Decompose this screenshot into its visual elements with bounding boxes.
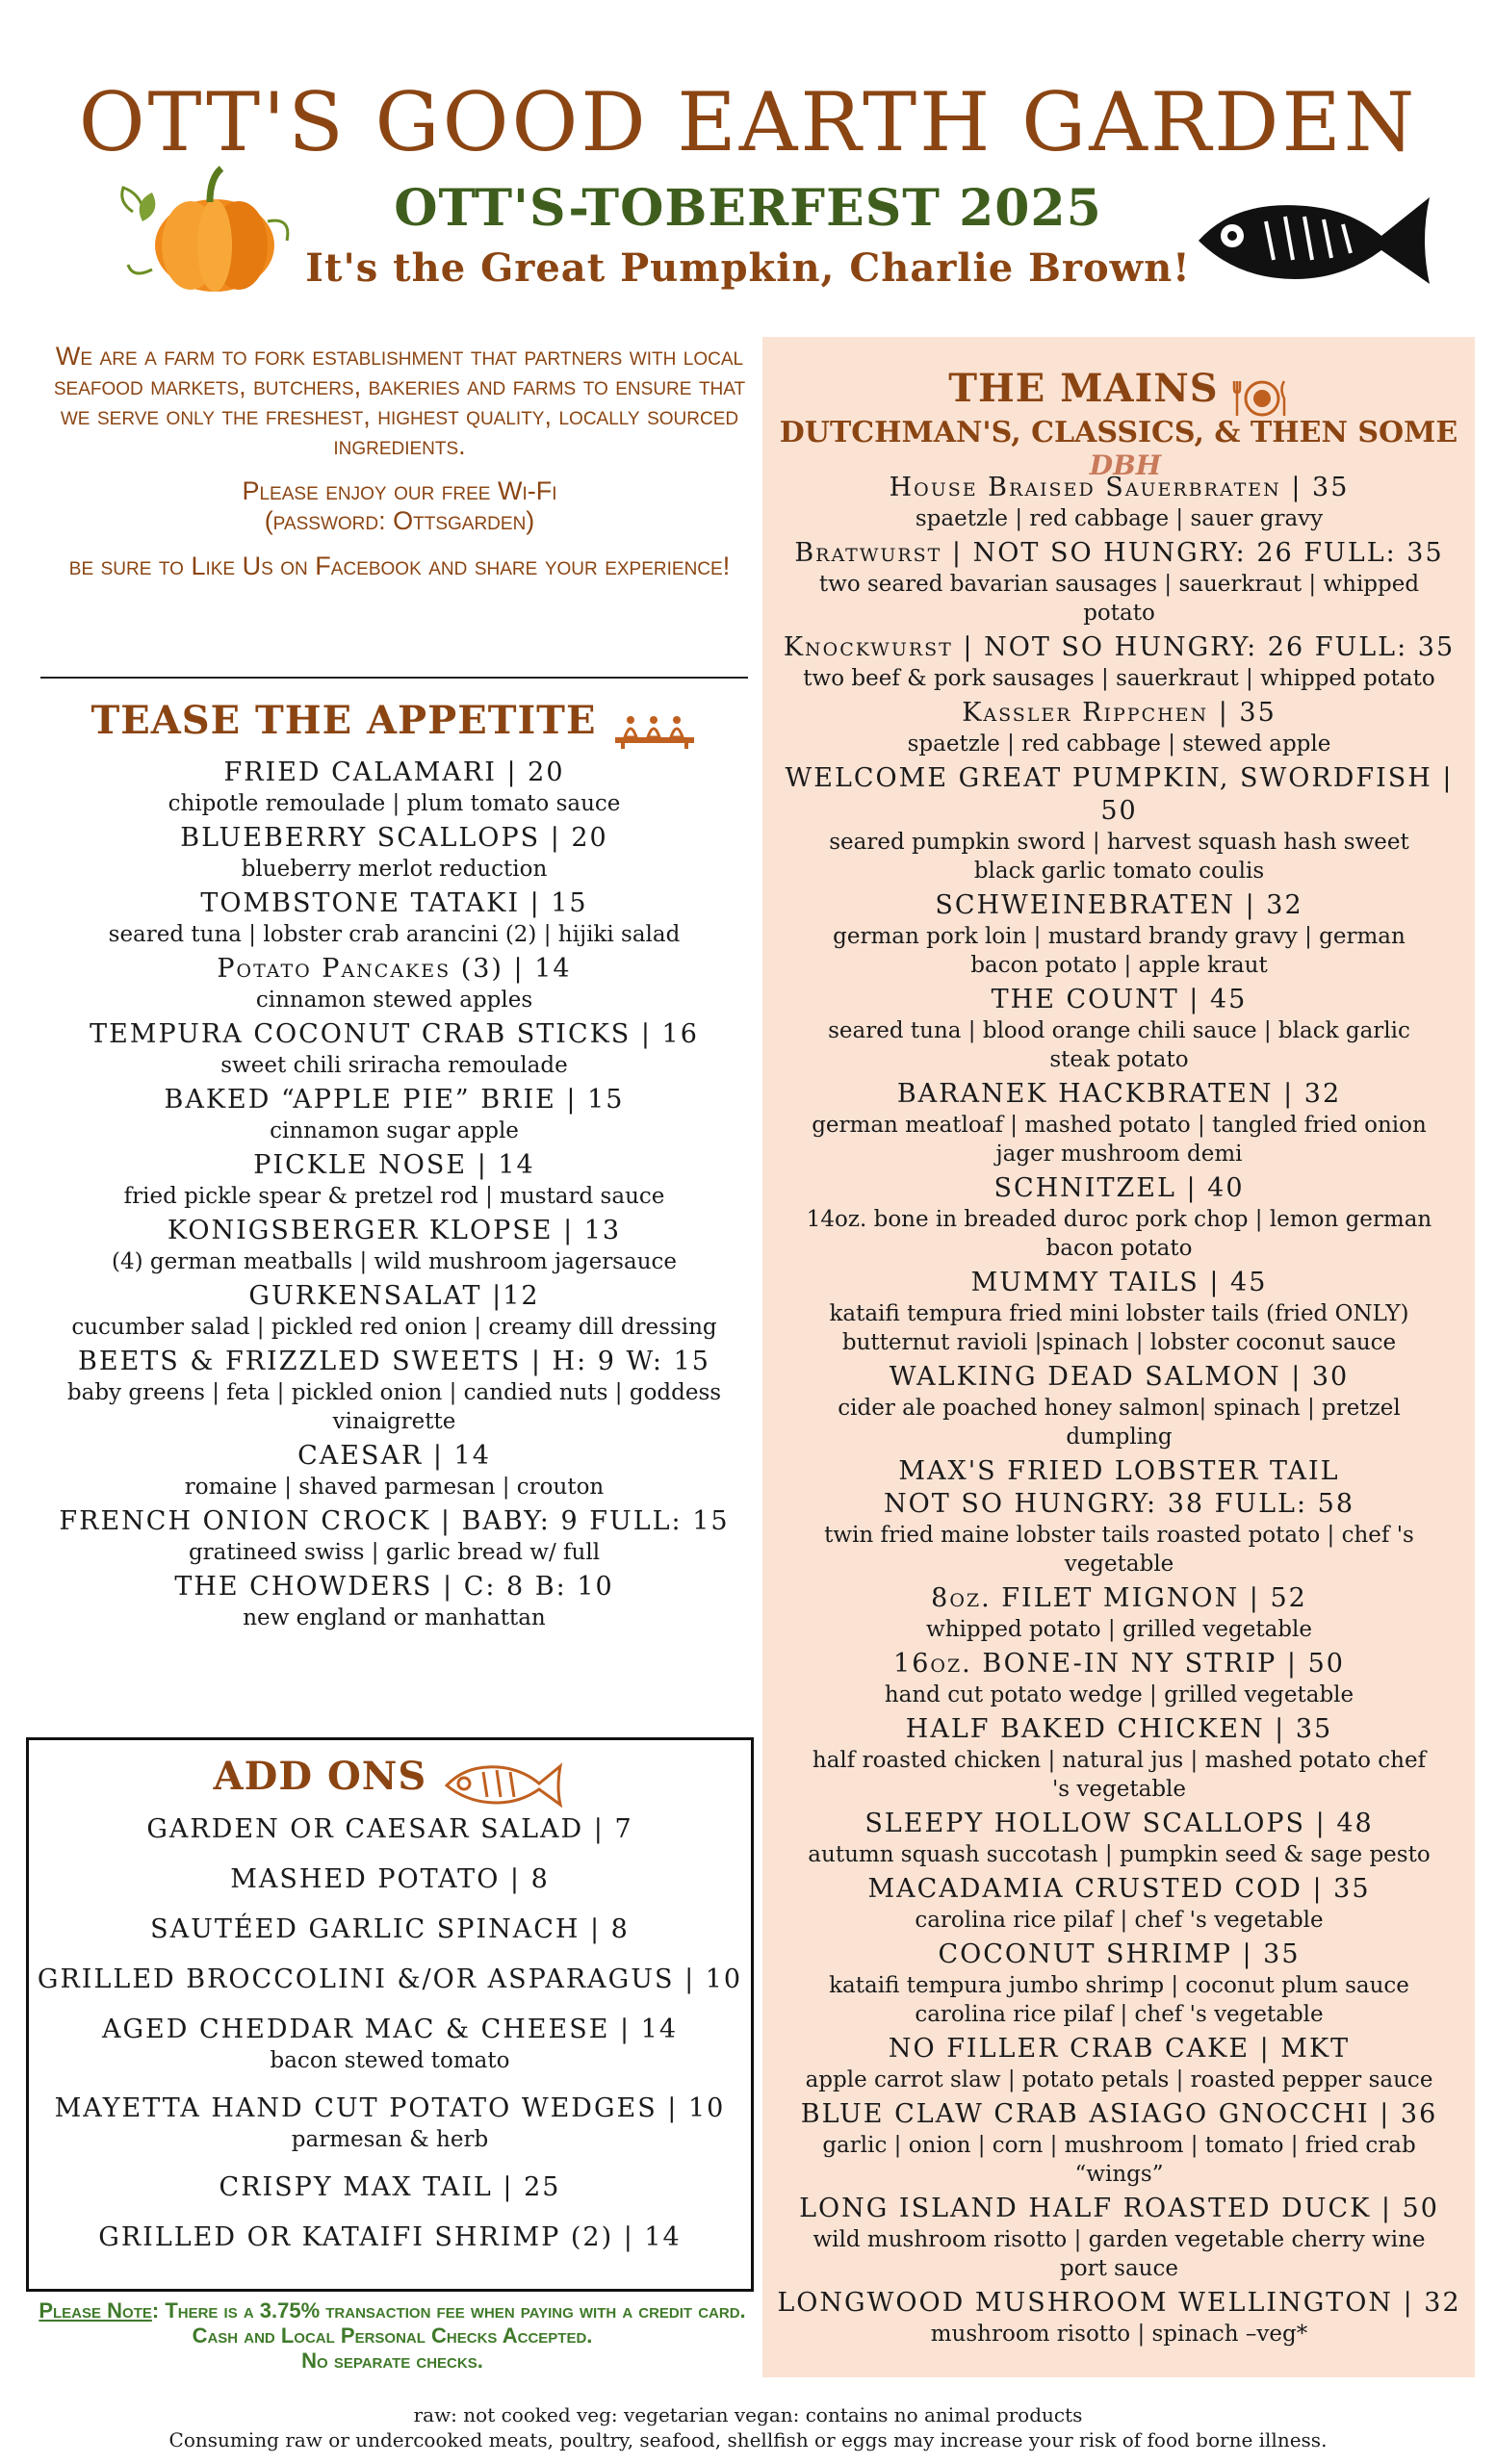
menu-item-name: SLEEPY HOLLOW SCALLOPS | 48 xyxy=(864,1809,1374,1838)
menu-item-description: (4) german meatballs | wild mushroom jagersauce xyxy=(111,1249,678,1274)
appetizers-list xyxy=(40,757,748,1636)
menu-item-description: cinnamon sugar apple xyxy=(270,1118,519,1143)
menu-item-description: baby greens | feta | pickled onion | candied nuts | goddess vinaigrette xyxy=(66,1380,722,1434)
menu-item-description: two seared bavarian sausages | sauerkraut | whipped potato xyxy=(818,572,1420,626)
menu-item-name: Potato Pancakes (3) | 14 xyxy=(217,954,572,984)
menu-item-description: kataifi tempura fried mini lobster tails (fried ONLY) butternut ravioli |spinach | lobster coconut sauce xyxy=(829,1301,1409,1355)
menu-item-name: LONGWOOD MUSHROOM WELLINGTON | 32 xyxy=(777,2288,1461,2318)
divider xyxy=(40,677,748,679)
menu-item-description: seared tuna | blood orange chili sauce | black garlic steak potato xyxy=(828,1018,1410,1072)
menu-item-name: CRISPY MAX TAIL | 25 xyxy=(219,2172,561,2202)
menu-item xyxy=(770,1078,1468,1168)
menu-item-description: mushroom risotto | spinach –veg* xyxy=(930,2322,1308,2347)
menu-item-name: HALF BAKED CHICKEN | 35 xyxy=(905,1714,1333,1744)
menu-item xyxy=(26,2014,754,2075)
payment-note xyxy=(39,2298,746,2374)
appetizers-header xyxy=(40,698,748,751)
mains-header xyxy=(762,366,1475,420)
menu-item-name: WALKING DEAD SALMON | 30 xyxy=(889,1362,1350,1392)
menu-item-name: KONIGSBERGER KLOPSE | 13 xyxy=(167,1216,622,1245)
menu-item-description: romaine | shaved parmesan | crouton xyxy=(184,1475,605,1500)
menu-item xyxy=(770,1648,1468,1709)
menu-item-description: carolina rice pilaf | chef 's vegetable xyxy=(915,1908,1324,1933)
fish-icon xyxy=(441,1758,566,1812)
menu-item xyxy=(26,1964,754,1996)
menu-item-name: Knockwurst | NOT SO HUNGRY: 26 FULL: 35 xyxy=(783,632,1456,662)
menu-item-name: GRILLED OR KATAIFI SHRIMP (2) | 14 xyxy=(98,2222,682,2252)
footer xyxy=(0,2402,1496,2452)
menu-item-name: GURKENSALAT |12 xyxy=(248,1281,540,1311)
menu-item xyxy=(770,1938,1468,2029)
menu-item-name: PICKLE NOSE | 14 xyxy=(253,1150,535,1180)
menu-item-description: bacon stewed tomato xyxy=(270,2048,510,2073)
menu-item-name: TOMBSTONE TATAKI | 15 xyxy=(200,888,588,918)
tagline: It's the Great Pumpkin, Charlie Brown! xyxy=(305,245,1191,291)
mains-list xyxy=(770,472,1468,2352)
menu-item xyxy=(770,1582,1468,1644)
menu-item-description: wild mushroom risotto | garden vegetable cherry wine port sauce xyxy=(812,2227,1426,2281)
menu-item xyxy=(26,1863,754,1896)
menu-item-description: half roasted chicken | natural jus | mashed potato chef 's vegetable xyxy=(812,1748,1427,1802)
menu-item xyxy=(770,1455,1468,1578)
menu-item xyxy=(40,822,748,884)
addons-list xyxy=(26,1813,754,2272)
menu-item-description: spaetzle | red cabbage | stewed apple xyxy=(907,732,1331,757)
menu-item xyxy=(770,1808,1468,1869)
event-title: OTT'S-TOBERFEST 2025 xyxy=(394,179,1102,238)
menu-item-description: two beef & pork sausages | sauerkraut | whipped potato xyxy=(803,666,1435,691)
menu-item-name: THE CHOWDERS | C: 8 B: 10 xyxy=(174,1572,614,1602)
menu-item-price: NOT SO HUNGRY: 38 FULL: 58 xyxy=(883,1489,1355,1519)
payment-note-label: Please Note xyxy=(39,2298,152,2323)
menu-item-description: twin fried maine lobster tails roasted potato | chef 's vegetable xyxy=(824,1523,1414,1577)
menu-item-description: german pork loin | mustard brandy gravy | german bacon potato | apple kraut xyxy=(833,924,1406,978)
menu-item-name: MASHED POTATO | 8 xyxy=(230,1864,550,1894)
restaurant-title: OTT'S GOOD EARTH GARDEN xyxy=(78,75,1418,169)
menu-item xyxy=(770,762,1468,886)
menu-item-name: MAYETTA HAND CUT POTATO WEDGES | 10 xyxy=(54,2093,726,2123)
pumpkin-icon xyxy=(114,154,297,298)
menu-item xyxy=(40,1084,748,1145)
addons-heading: ADD ONS xyxy=(213,1754,427,1799)
menu-item-description: cucumber salad | pickled red onion | creamy dill dressing xyxy=(71,1315,717,1340)
menu-item-name: WELCOME GREAT PUMPKIN, SWORDFISH | 50 xyxy=(785,763,1454,826)
menu-item xyxy=(40,1280,748,1342)
mains-subheading: DUTCHMAN'S, CLASSICS, & THEN SOME xyxy=(779,416,1458,449)
menu-item-name: COCONUT SHRIMP | 35 xyxy=(938,1939,1301,1969)
menu-item-name: MUMMY TAILS | 45 xyxy=(970,1268,1268,1297)
menu-item-description: blueberry merlot reduction xyxy=(241,857,548,882)
menu-item-name: BARANEK HACKBRATEN | 32 xyxy=(896,1079,1342,1109)
menu-item-name: House Braised Sauerbraten | 35 xyxy=(889,473,1350,502)
menu-item xyxy=(40,757,748,818)
menu-item-description: autumn squash succotash | pumpkin seed & sage pesto xyxy=(808,1842,1431,1867)
menu-item xyxy=(770,889,1468,980)
menu-item xyxy=(26,1913,754,1946)
menu-item xyxy=(26,2092,754,2154)
menu-item-description: cinnamon stewed apples xyxy=(255,988,533,1013)
menu-item-name: GARDEN OR CAESAR SALAD | 7 xyxy=(146,1814,633,1844)
menu-item-name: CAESAR | 14 xyxy=(297,1441,491,1471)
menu-item xyxy=(770,472,1468,533)
menu-item xyxy=(40,1149,748,1211)
menu-item xyxy=(770,697,1468,758)
menu-item xyxy=(26,2221,754,2254)
intro-wifi-password: (password: Ottsgarden) xyxy=(264,506,535,535)
menu-item-description: parmesan & herb xyxy=(291,2127,489,2152)
menu-item xyxy=(26,2171,754,2204)
menu-item-name: SAUTÉED GARLIC SPINACH | 8 xyxy=(150,1914,630,1944)
menu-item xyxy=(770,2287,1468,2348)
menu-item-description: garlic | onion | corn | mushroom | tomato | fried crab “wings” xyxy=(822,2133,1416,2187)
menu-item-description: german meatloaf | mashed potato | tangled fried onion jager mushroom demi xyxy=(812,1113,1427,1167)
plate-icon xyxy=(1231,375,1289,420)
menu-item xyxy=(770,1267,1468,1357)
payment-note-text: : There is a 3.75% transaction fee when paying with a credit card. Cash and Local Personal Checks Accepted. xyxy=(151,2298,746,2348)
intro-mission: We are a farm to fork establishment that partners with local seafood markets, butchers, bakeries and farms to ensure that we serve only the freshest, highest quality, locally sourced ingredients. xyxy=(53,342,746,460)
menu-item-description: hand cut potato wedge | grilled vegetable xyxy=(884,1682,1354,1707)
menu-item-description: 14oz. bone in breaded duroc pork chop | lemon german bacon potato xyxy=(806,1207,1432,1261)
footer-legend: raw: not cooked veg: vegetarian vegan: contains no animal products xyxy=(413,2403,1083,2426)
menu-item xyxy=(770,537,1468,628)
intro-wifi: Please enjoy our free Wi-Fi xyxy=(242,476,557,505)
menu-item-name: FRIED CALAMARI | 20 xyxy=(223,757,565,787)
menu-item xyxy=(770,2193,1468,2283)
menu-item-description: gratineed swiss | garlic bread w/ full xyxy=(188,1540,601,1565)
menu-item-name: GRILLED BROCCOLINI &/OR ASPARAGUS | 10 xyxy=(37,1964,743,1994)
menu-item-name: THE COUNT | 45 xyxy=(991,985,1248,1014)
menu-item-name: 16oz. BONE-IN NY STRIP | 50 xyxy=(893,1649,1345,1679)
menu-item-name: NO FILLER CRAB CAKE | MKT xyxy=(888,2034,1351,2064)
menu-item-name: TEMPURA COCONUT CRAB STICKS | 16 xyxy=(90,1019,699,1049)
menu-item xyxy=(770,1713,1468,1804)
menu-item-name: SCHWEINEBRATEN | 32 xyxy=(935,890,1303,920)
menu-item-description: sweet chili sriracha remoulade xyxy=(220,1053,568,1078)
menu-item-description: fried pickle spear & pretzel rod | mustard sauce xyxy=(123,1184,665,1209)
menu-item-description: apple carrot slaw | potato petals | roasted pepper sauce xyxy=(805,2067,1433,2092)
menu-item xyxy=(770,631,1468,693)
menu-item-name: BLUEBERRY SCALLOPS | 20 xyxy=(180,823,608,853)
appetizer-tray-icon xyxy=(611,708,698,751)
menu-item-description: new england or manhattan xyxy=(243,1605,546,1630)
menu-item-name: BEETS & FRIZZLED SWEETS | H: 9 W: 15 xyxy=(78,1347,710,1376)
menu-item-name: BAKED “APPLE PIE” BRIE | 15 xyxy=(164,1085,625,1115)
menu-item-name: Bratwurst | NOT SO HUNGRY: 26 FULL: 35 xyxy=(794,538,1444,568)
menu-item xyxy=(40,1440,748,1502)
appetizers-heading: TEASE THE APPETITE xyxy=(90,698,597,743)
menu-item xyxy=(40,887,748,949)
menu-item-name: SCHNITZEL | 40 xyxy=(993,1173,1245,1203)
menu-item-description: seared tuna | lobster crab arancini (2) | hijiki salad xyxy=(108,922,681,947)
menu-item-name: LONG ISLAND HALF ROASTED DUCK | 50 xyxy=(799,2194,1439,2223)
menu-item-name: Kassler Rippchen | 35 xyxy=(962,698,1277,728)
menu-item xyxy=(26,1813,754,1846)
menu-item xyxy=(40,953,748,1014)
menu-item xyxy=(770,984,1468,1074)
fish-icon xyxy=(1189,188,1439,294)
payment-note-line2: No separate checks. xyxy=(301,2348,483,2373)
menu-item xyxy=(40,1018,748,1080)
menu-item-name: MAX'S FRIED LOBSTER TAIL xyxy=(898,1456,1340,1486)
menu-item xyxy=(40,1505,748,1567)
menu-item-name: BLUE CLAW CRAB ASIAGO GNOCCHI | 36 xyxy=(800,2099,1438,2129)
menu-item-description: cider ale poached honey salmon| spinach | pretzel dumpling xyxy=(838,1396,1401,1450)
menu-item xyxy=(770,1172,1468,1263)
menu-item-description: seared pumpkin sword | harvest squash hash sweet black garlic tomato coulis xyxy=(829,830,1409,884)
menu-item-name: 8oz. FILET MIGNON | 52 xyxy=(931,1583,1307,1613)
mains-heading: THE MAINS xyxy=(948,366,1219,411)
menu-item-description: kataifi tempura jumbo shrimp | coconut plum sauce carolina rice pilaf | chef 's vegetable xyxy=(829,1973,1409,2027)
menu-item-name: FRENCH ONION CROCK | BABY: 9 FULL: 15 xyxy=(59,1506,730,1536)
menu-item xyxy=(40,1346,748,1436)
menu-item xyxy=(770,1873,1468,1935)
intro-facebook: be sure to Like Us on Facebook and share your experience! xyxy=(68,552,731,580)
menu-item-name: AGED CHEDDAR MAC & CHEESE | 14 xyxy=(101,2015,679,2044)
menu-item-name: MACADAMIA CRUSTED COD | 35 xyxy=(867,1874,1371,1904)
chef-initials: DBH xyxy=(1089,449,1162,481)
intro-text xyxy=(53,342,746,597)
menu-item xyxy=(770,2098,1468,2189)
menu-item-description: chipotle remoulade | plum tomato sauce xyxy=(168,791,621,816)
footer-warning: Consuming raw or undercooked meats, poultry, seafood, shellfish or eggs may increase your risk of food borne illness. xyxy=(168,2428,1328,2451)
menu-item xyxy=(770,2033,1468,2094)
addons-header xyxy=(26,1754,754,1812)
menu-item xyxy=(40,1571,748,1632)
menu-item-description: spaetzle | red cabbage | sauer gravy xyxy=(915,506,1324,531)
menu-item xyxy=(770,1361,1468,1451)
menu-item xyxy=(40,1215,748,1276)
menu-item-description: whipped potato | grilled vegetable xyxy=(926,1617,1312,1642)
